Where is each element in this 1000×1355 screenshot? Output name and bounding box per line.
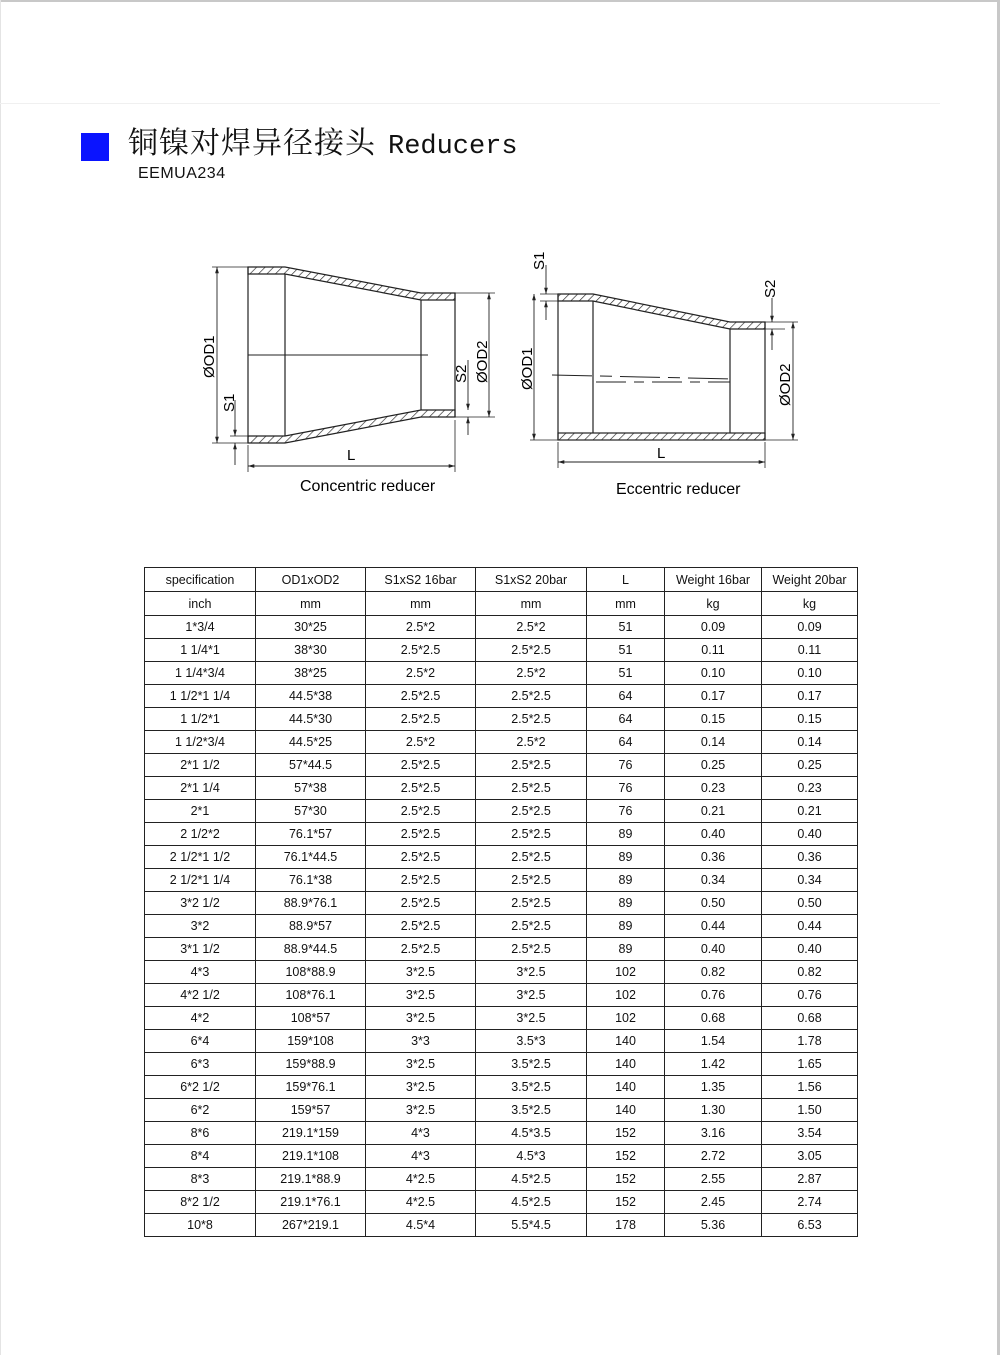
- table-cell: 76: [587, 754, 665, 777]
- table-cell: 0.25: [665, 754, 762, 777]
- table-row: [145, 1168, 858, 1191]
- table-cell: 3*2.5: [476, 961, 587, 984]
- table-cell: 2 1/2*1 1/4: [145, 869, 256, 892]
- table-cell: 4*3: [366, 1122, 476, 1145]
- table-cell: 0.34: [665, 869, 762, 892]
- table-cell: 219.1*88.9: [256, 1168, 366, 1191]
- table-cell: 108*57: [256, 1007, 366, 1030]
- table-cell: 3*2.5: [476, 984, 587, 1007]
- table-cell: 0.68: [665, 1007, 762, 1030]
- concentric-s2-label: S2: [453, 364, 470, 383]
- table-cell: 0.14: [665, 731, 762, 754]
- table-cell: 4.5*3.5: [476, 1122, 587, 1145]
- table-row: [145, 823, 858, 846]
- table-cell: 76.1*44.5: [256, 846, 366, 869]
- table-cell: 2.5*2.5: [366, 846, 476, 869]
- table-cell: 4.5*4: [366, 1214, 476, 1237]
- unit-cell: mm: [476, 592, 587, 616]
- table-cell: 10*8: [145, 1214, 256, 1237]
- table-cell: 2 1/2*2: [145, 823, 256, 846]
- table-cell: 1.30: [665, 1099, 762, 1122]
- table-cell: 0.36: [762, 846, 858, 869]
- table-cell: 2.5*2.5: [366, 823, 476, 846]
- table-cell: 2.5*2.5: [476, 777, 587, 800]
- table-cell: 3.5*3: [476, 1030, 587, 1053]
- table-row: [145, 777, 858, 800]
- table-cell: 0.17: [665, 685, 762, 708]
- table-row: [145, 869, 858, 892]
- column-header: OD1xOD2: [256, 568, 366, 592]
- table-cell: 0.44: [665, 915, 762, 938]
- page-title: [128, 124, 518, 167]
- table-cell: 0.50: [762, 892, 858, 915]
- table-cell: 57*44.5: [256, 754, 366, 777]
- table-cell: 2.5*2: [366, 731, 476, 754]
- table-cell: 4.5*2.5: [476, 1168, 587, 1191]
- table-cell: 51: [587, 616, 665, 639]
- eccentric-caption: Eccentric reducer: [616, 481, 741, 498]
- table-cell: 1 1/4*1: [145, 639, 256, 662]
- table-cell: 6.53: [762, 1214, 858, 1237]
- table-cell: 159*57: [256, 1099, 366, 1122]
- table-cell: 2.5*2.5: [476, 869, 587, 892]
- table-cell: 4.5*2.5: [476, 1191, 587, 1214]
- table-cell: 0.40: [665, 823, 762, 846]
- table-cell: 3.05: [762, 1145, 858, 1168]
- table-row: [145, 984, 858, 1007]
- column-header: Weight 16bar: [665, 568, 762, 592]
- table-row: [145, 846, 858, 869]
- table-cell: 1 1/2*1 1/4: [145, 685, 256, 708]
- table-cell: 3*2.5: [366, 984, 476, 1007]
- table-cell: 2.5*2.5: [476, 708, 587, 731]
- page-frame-top: [0, 0, 1000, 2]
- table-cell: 2.5*2.5: [476, 754, 587, 777]
- table-cell: 1 1/2*1: [145, 708, 256, 731]
- table-cell: 3.54: [762, 1122, 858, 1145]
- table-cell: 0.11: [762, 639, 858, 662]
- table-cell: 0.82: [762, 961, 858, 984]
- concentric-length-label: L: [347, 447, 356, 464]
- eccentric-bottom-wall: [558, 433, 765, 440]
- eccentric-top-wall: [558, 294, 765, 329]
- table-cell: 8*2 1/2: [145, 1191, 256, 1214]
- table-cell: 1.65: [762, 1053, 858, 1076]
- table-cell: 0.10: [762, 662, 858, 685]
- unit-cell: kg: [665, 592, 762, 616]
- table-cell: 108*76.1: [256, 984, 366, 1007]
- table-row: [145, 639, 858, 662]
- table-cell: 2.5*2.5: [366, 892, 476, 915]
- eccentric-s2-label: S2: [762, 279, 779, 298]
- table-row: [145, 938, 858, 961]
- concentric-od1-label: ØOD1: [201, 335, 218, 378]
- table-cell: 0.09: [665, 616, 762, 639]
- table-cell: 0.82: [665, 961, 762, 984]
- table-cell: 2.5*2: [366, 662, 476, 685]
- table-cell: 159*76.1: [256, 1076, 366, 1099]
- table-cell: 4*3: [145, 961, 256, 984]
- table-cell: 1*3/4: [145, 616, 256, 639]
- table-cell: 2.5*2.5: [476, 846, 587, 869]
- table-cell: 1.35: [665, 1076, 762, 1099]
- table-cell: 0.09: [762, 616, 858, 639]
- table-cell: 6*2: [145, 1099, 256, 1122]
- table-cell: 2.5*2: [476, 731, 587, 754]
- table-cell: 4*2.5: [366, 1168, 476, 1191]
- table-cell: 88.9*57: [256, 915, 366, 938]
- table-cell: 89: [587, 869, 665, 892]
- header-divider: [0, 103, 940, 104]
- table-row: [145, 1053, 858, 1076]
- eccentric-od2-label: ØOD2: [777, 363, 794, 406]
- table-cell: 89: [587, 823, 665, 846]
- table-row: [145, 708, 858, 731]
- table-row: [145, 662, 858, 685]
- table-cell: 0.50: [665, 892, 762, 915]
- table-cell: 108*88.9: [256, 961, 366, 984]
- table-cell: 51: [587, 662, 665, 685]
- table-cell: 5.5*4.5: [476, 1214, 587, 1237]
- table-cell: 0.36: [665, 846, 762, 869]
- table-cell: 6*2 1/2: [145, 1076, 256, 1099]
- table-cell: 2.5*2: [476, 662, 587, 685]
- table-cell: 2.5*2.5: [366, 915, 476, 938]
- table-cell: 0.10: [665, 662, 762, 685]
- table-row: [145, 1030, 858, 1053]
- table-cell: 4*2: [145, 1007, 256, 1030]
- table-cell: 38*30: [256, 639, 366, 662]
- table-cell: 2.5*2.5: [366, 777, 476, 800]
- unit-cell: mm: [256, 592, 366, 616]
- column-header: S1xS2 20bar: [476, 568, 587, 592]
- table-cell: 2*1 1/4: [145, 777, 256, 800]
- concentric-caption: Concentric reducer: [300, 478, 436, 495]
- table-cell: 64: [587, 731, 665, 754]
- table-row: [145, 915, 858, 938]
- table-cell: 140: [587, 1030, 665, 1053]
- table-cell: 152: [587, 1145, 665, 1168]
- table-cell: 219.1*108: [256, 1145, 366, 1168]
- table-cell: 2.5*2.5: [476, 915, 587, 938]
- table-cell: 6*4: [145, 1030, 256, 1053]
- table-cell: 3.5*2.5: [476, 1099, 587, 1122]
- table-cell: 1 1/2*3/4: [145, 731, 256, 754]
- table-cell: 2*1 1/2: [145, 754, 256, 777]
- table-cell: 5.36: [665, 1214, 762, 1237]
- unit-cell: mm: [366, 592, 476, 616]
- table-cell: 2.45: [665, 1191, 762, 1214]
- table-row: [145, 685, 858, 708]
- table-cell: 3*2 1/2: [145, 892, 256, 915]
- table-row: [145, 961, 858, 984]
- table-cell: 2.5*2.5: [366, 938, 476, 961]
- table-cell: 2.87: [762, 1168, 858, 1191]
- table-cell: 76.1*38: [256, 869, 366, 892]
- table-cell: 1.54: [665, 1030, 762, 1053]
- concentric-od2-label: ØOD2: [474, 340, 491, 383]
- table-cell: 3*2.5: [366, 1076, 476, 1099]
- table-cell: 8*3: [145, 1168, 256, 1191]
- table-cell: 0.40: [762, 938, 858, 961]
- table-cell: 152: [587, 1168, 665, 1191]
- table-cell: 2.5*2.5: [366, 800, 476, 823]
- table-cell: 3*2.5: [476, 1007, 587, 1030]
- table-row: [145, 616, 858, 639]
- table-cell: 4*2 1/2: [145, 984, 256, 1007]
- table-cell: 3*2.5: [366, 1099, 476, 1122]
- table-row: [145, 1214, 858, 1237]
- table-cell: 3*2.5: [366, 961, 476, 984]
- table-row: [145, 1076, 858, 1099]
- table-cell: 89: [587, 915, 665, 938]
- table-cell: 57*38: [256, 777, 366, 800]
- table-row: [145, 1191, 858, 1214]
- table-cell: 0.40: [762, 823, 858, 846]
- column-header: S1xS2 16bar: [366, 568, 476, 592]
- table-cell: 89: [587, 938, 665, 961]
- table-row: [145, 731, 858, 754]
- table-cell: 0.34: [762, 869, 858, 892]
- table-cell: 2.5*2.5: [366, 754, 476, 777]
- table-cell: 88.9*44.5: [256, 938, 366, 961]
- table-cell: 219.1*76.1: [256, 1191, 366, 1214]
- table-row: [145, 754, 858, 777]
- column-header: L: [587, 568, 665, 592]
- table-cell: 0.40: [665, 938, 762, 961]
- table-cell: 4.5*3: [476, 1145, 587, 1168]
- table-cell: 38*25: [256, 662, 366, 685]
- eccentric-center-line: [552, 375, 735, 379]
- table-cell: 64: [587, 685, 665, 708]
- table-cell: 3*2.5: [366, 1007, 476, 1030]
- table-cell: 2.5*2.5: [366, 685, 476, 708]
- table-units-row: [145, 592, 858, 616]
- concentric-top-wall: [248, 267, 455, 300]
- table-cell: 2.5*2.5: [476, 685, 587, 708]
- table-cell: 89: [587, 846, 665, 869]
- table-cell: 44.5*25: [256, 731, 366, 754]
- table-cell: 0.14: [762, 731, 858, 754]
- table-cell: 0.76: [665, 984, 762, 1007]
- table-cell: 2.5*2.5: [366, 639, 476, 662]
- table-cell: 2.72: [665, 1145, 762, 1168]
- table-cell: 2.5*2.5: [366, 708, 476, 731]
- table-cell: 64: [587, 708, 665, 731]
- table-cell: 140: [587, 1076, 665, 1099]
- concentric-bottom-wall: [248, 410, 455, 443]
- table-cell: 159*108: [256, 1030, 366, 1053]
- reducer-spec-table: [144, 567, 858, 1237]
- table-cell: 44.5*38: [256, 685, 366, 708]
- table-cell: 6*3: [145, 1053, 256, 1076]
- table-cell: 152: [587, 1191, 665, 1214]
- table-cell: 0.11: [665, 639, 762, 662]
- table-cell: 2.5*2: [366, 616, 476, 639]
- table-cell: 102: [587, 1007, 665, 1030]
- table-cell: 2.5*2: [476, 616, 587, 639]
- table-cell: 30*25: [256, 616, 366, 639]
- eccentric-od1-label: ØOD1: [519, 347, 536, 390]
- table-cell: 1.56: [762, 1076, 858, 1099]
- table-cell: 0.21: [665, 800, 762, 823]
- table-cell: 178: [587, 1214, 665, 1237]
- table-cell: 2.5*2.5: [366, 869, 476, 892]
- table-cell: 2*1: [145, 800, 256, 823]
- table-cell: 76.1*57: [256, 823, 366, 846]
- column-header: specification: [145, 568, 256, 592]
- unit-cell: kg: [762, 592, 858, 616]
- table-cell: 0.15: [665, 708, 762, 731]
- table-cell: 1.42: [665, 1053, 762, 1076]
- table-cell: 2.5*2.5: [476, 800, 587, 823]
- table-cell: 0.25: [762, 754, 858, 777]
- page-title-english: Reducers: [388, 132, 518, 162]
- table-cell: 102: [587, 984, 665, 1007]
- page-frame-left: [0, 0, 1, 1355]
- standard-label: EEMUA234: [138, 165, 226, 182]
- table-cell: 0.21: [762, 800, 858, 823]
- table-cell: 44.5*30: [256, 708, 366, 731]
- table-cell: 0.76: [762, 984, 858, 1007]
- table-cell: 88.9*76.1: [256, 892, 366, 915]
- table-cell: 219.1*159: [256, 1122, 366, 1145]
- table-cell: 2.55: [665, 1168, 762, 1191]
- table-cell: 89: [587, 892, 665, 915]
- table-cell: 76: [587, 800, 665, 823]
- table-cell: 2.5*2.5: [476, 823, 587, 846]
- table-cell: 3.5*2.5: [476, 1076, 587, 1099]
- eccentric-length-label: L: [657, 445, 666, 462]
- table-cell: 2.5*2.5: [476, 639, 587, 662]
- table-cell: 267*219.1: [256, 1214, 366, 1237]
- table-cell: 3*3: [366, 1030, 476, 1053]
- table-cell: 3*2: [145, 915, 256, 938]
- table-cell: 4*2.5: [366, 1191, 476, 1214]
- table-cell: 3*2.5: [366, 1053, 476, 1076]
- table-cell: 3.16: [665, 1122, 762, 1145]
- table-cell: 140: [587, 1053, 665, 1076]
- table-cell: 0.44: [762, 915, 858, 938]
- table-cell: 8*6: [145, 1122, 256, 1145]
- reducer-diagrams: [190, 240, 810, 510]
- table-cell: 2 1/2*1 1/2: [145, 846, 256, 869]
- table-cell: 2.5*2.5: [476, 892, 587, 915]
- column-header: Weight 20bar: [762, 568, 858, 592]
- eccentric-s1-label: S1: [531, 251, 548, 270]
- table-cell: 3.5*2.5: [476, 1053, 587, 1076]
- unit-cell: inch: [145, 592, 256, 616]
- unit-cell: mm: [587, 592, 665, 616]
- table-cell: 159*88.9: [256, 1053, 366, 1076]
- table-cell: 3*1 1/2: [145, 938, 256, 961]
- page-title-chinese: 铜镍对焊异径接头: [128, 126, 376, 161]
- table-cell: 4*3: [366, 1145, 476, 1168]
- eccentric-reducer-drawing: [530, 265, 798, 468]
- table-header-row: [145, 568, 858, 592]
- table-cell: 0.68: [762, 1007, 858, 1030]
- table-row: [145, 1122, 858, 1145]
- table-cell: 2.5*2.5: [476, 938, 587, 961]
- title-bullet-square: [81, 133, 109, 161]
- table-cell: 1.50: [762, 1099, 858, 1122]
- table-cell: 2.74: [762, 1191, 858, 1214]
- table-cell: 140: [587, 1099, 665, 1122]
- table-cell: 1.78: [762, 1030, 858, 1053]
- table-cell: 0.15: [762, 708, 858, 731]
- table-row: [145, 1099, 858, 1122]
- table-row: [145, 1145, 858, 1168]
- table-row: [145, 1007, 858, 1030]
- concentric-s1-label: S1: [221, 393, 238, 412]
- table-row: [145, 892, 858, 915]
- table-cell: 1 1/4*3/4: [145, 662, 256, 685]
- table-cell: 0.23: [762, 777, 858, 800]
- table-cell: 102: [587, 961, 665, 984]
- table-cell: 0.23: [665, 777, 762, 800]
- table-cell: 0.17: [762, 685, 858, 708]
- table-cell: 51: [587, 639, 665, 662]
- table-row: [145, 800, 858, 823]
- table-cell: 76: [587, 777, 665, 800]
- table-cell: 57*30: [256, 800, 366, 823]
- table-cell: 152: [587, 1122, 665, 1145]
- table-cell: 8*4: [145, 1145, 256, 1168]
